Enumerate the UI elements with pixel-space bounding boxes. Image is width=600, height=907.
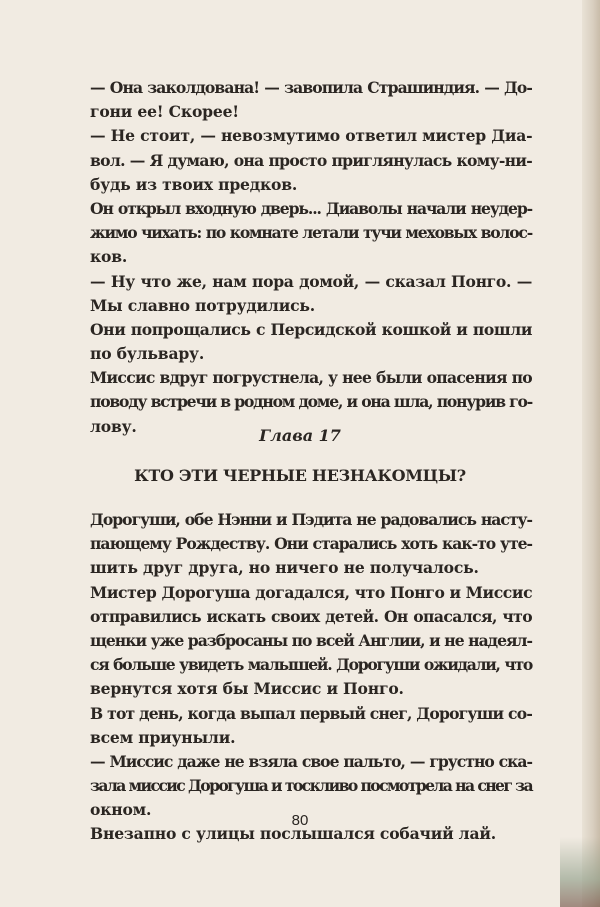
paragraph [90, 197, 532, 270]
text-line: поводу встречи в родном доме, и она шла, понурив го- [90, 392, 532, 412]
text-line: отправились искать своих детей. Он опасался, что [90, 606, 532, 626]
text-line: В тот день, когда выпал первый снег, Дорогуши со- [90, 703, 532, 723]
chapter-title: КТО ЭТИ ЧЕРНЫЕ НЕЗНАКОМЦЫ? [134, 466, 466, 485]
text-line: — Миссис даже не взяла свое пальто, — грустно ска- [90, 751, 532, 771]
paragraph [90, 702, 532, 750]
chapter-label: Глава 17 [259, 426, 341, 445]
text-line: лову. [90, 416, 137, 436]
text-line: окном. [90, 800, 152, 820]
text-line: Мы славно потрудились. [90, 295, 315, 315]
text-line: шить друг друга, но ничего не получалось. [90, 558, 479, 578]
text-line: — Ну что же, нам пора домой, — сказал Понго. — [90, 271, 532, 291]
text-line: ков. [90, 247, 128, 267]
paragraph [90, 508, 532, 581]
page-number: 80 [291, 812, 309, 829]
text-line: гони ее! Скорее! [90, 102, 239, 122]
paragraph [90, 318, 532, 366]
text-line: вернутся хотя бы Миссис и Понго. [90, 679, 404, 699]
text-line: Мистер Дорогуша догадался, что Понго и Миссис [90, 582, 533, 602]
text-line: будь из твоих предков. [90, 174, 298, 194]
paragraph [90, 822, 532, 846]
paragraph [90, 76, 532, 124]
page-edge [582, 0, 600, 907]
text-line: — Не стоит, — невозмутимо ответил мистер Диа- [90, 126, 533, 146]
text-line: пающему Рождеству. Они старались хоть как-то уте- [90, 534, 532, 554]
text-line: Дорогуши, обе Нэнни и Пэдита не радовались насту- [90, 510, 532, 529]
text-line: зала миссис Дорогуша и тоскливо посмотрела на снег за [90, 776, 532, 796]
paragraph [90, 750, 532, 823]
text-line: всем приуныли. [90, 727, 236, 747]
paragraph [90, 124, 532, 197]
text-line: по бульвару. [90, 344, 205, 364]
text-line: — Она заколдована! — завопила Страшиндия. — До- [90, 78, 532, 97]
page-edge-shadow [560, 837, 600, 907]
text-line: щенки уже разбросаны по всей Англии, и не надеял- [90, 630, 532, 650]
text-line: ся больше увидеть малышей. Дорогуши ожидали, что [90, 655, 532, 675]
paragraph [90, 366, 532, 439]
text-line: вол. — Я думаю, она просто приглянулась кому-ни- [90, 150, 532, 170]
text-line: Он открыл входную дверь... Диаволы начали неудер- [90, 198, 532, 218]
text-line: Миссис вдруг погрустнела, у нее были опасения по [90, 368, 532, 388]
text-block-bottom [90, 508, 532, 847]
paragraph [90, 270, 532, 318]
text-line: Они попрощались с Персидской кошкой и пошли [90, 319, 532, 339]
paragraph [90, 581, 532, 702]
text-line: жимо чихать: по комнате летали тучи меховых волос- [90, 223, 532, 243]
text-block-top [90, 76, 532, 439]
text-line: Внезапно с улицы послышался собачий лай. [90, 824, 496, 844]
